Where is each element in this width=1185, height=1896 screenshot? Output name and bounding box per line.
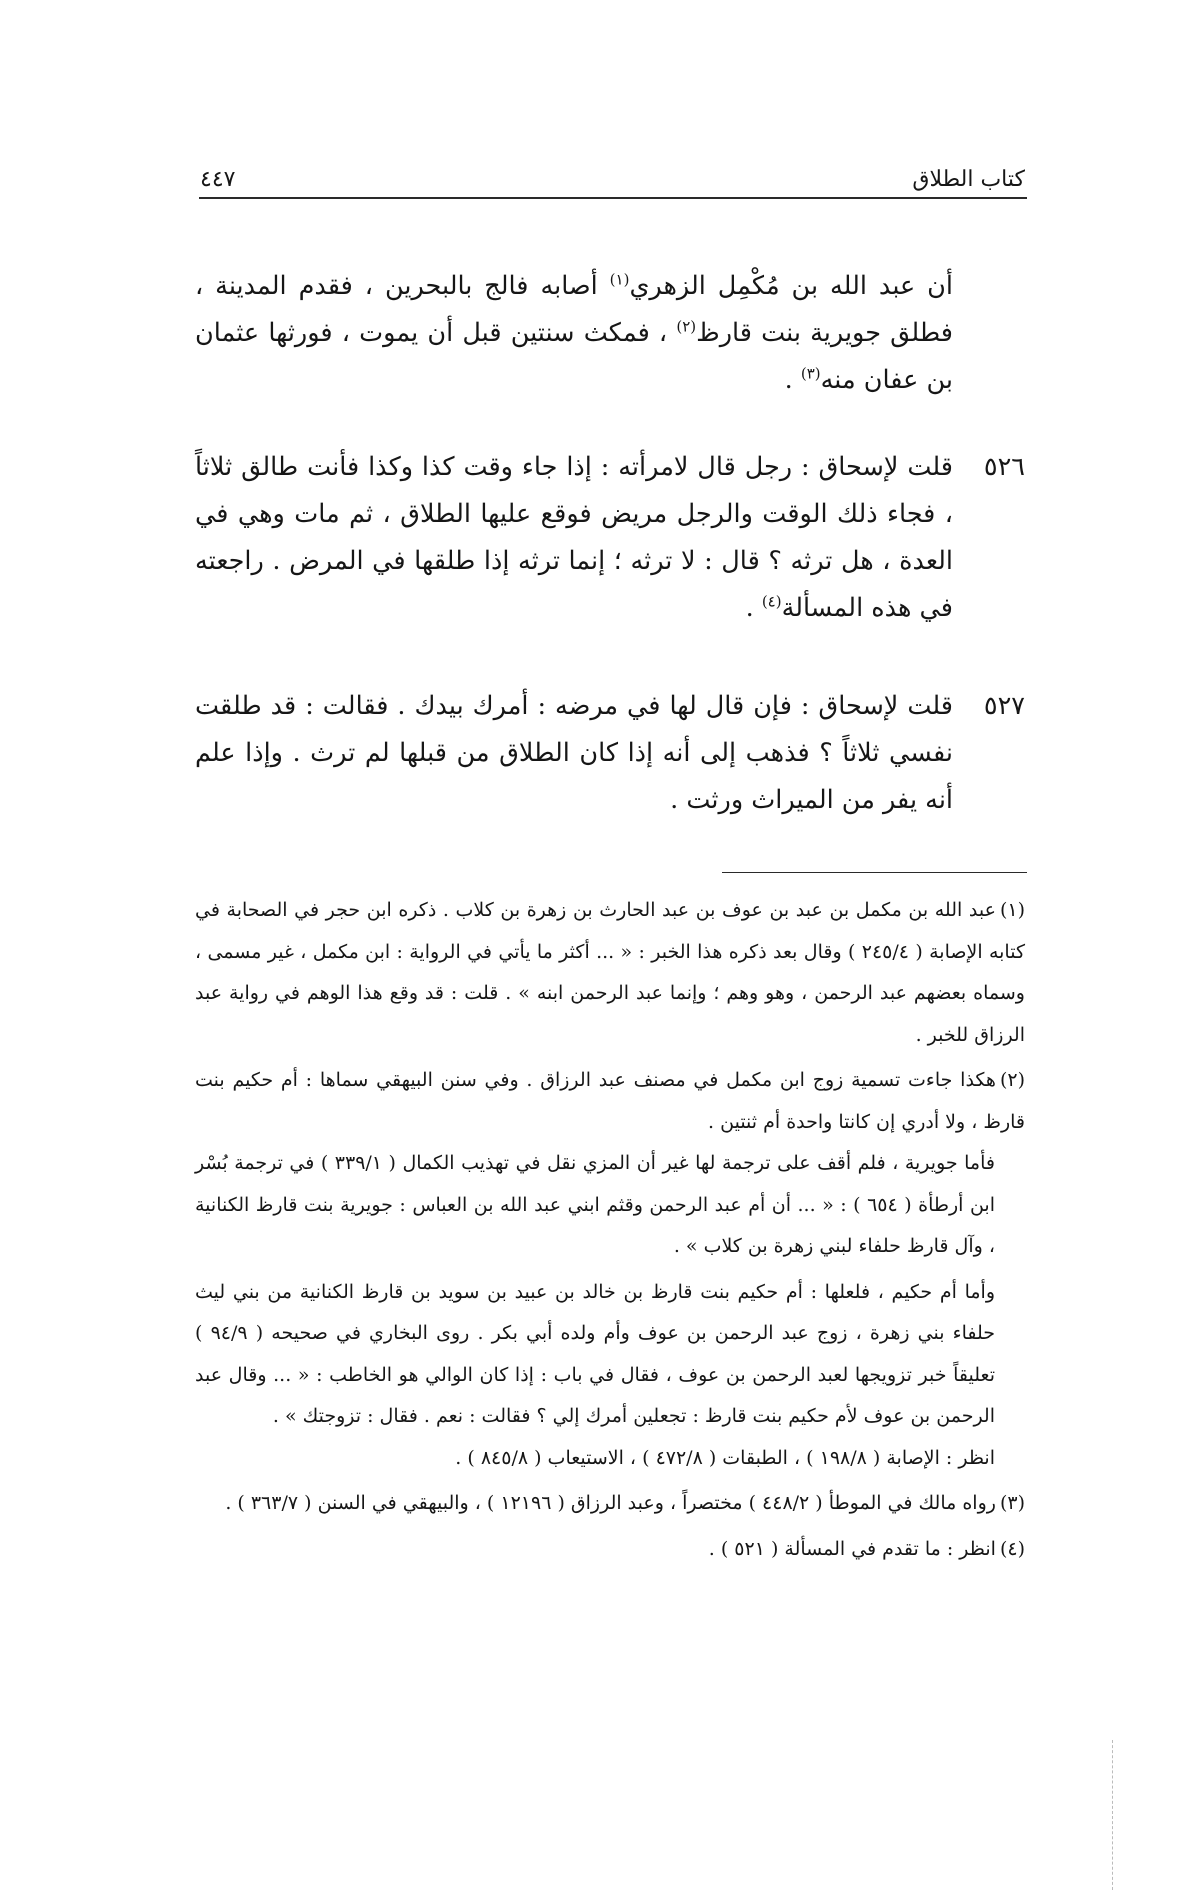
footnote-2-mark: (٢) (999, 1069, 1025, 1091)
issue-527 (195, 683, 1025, 824)
header-rule (199, 197, 1027, 199)
issue-526-text (195, 444, 953, 632)
intro-text-d: . (784, 365, 801, 395)
issue-526-text-a: قلت لإسحاق : رجل قال لامرأته : إذا جاء وقت كذا وكذا فأنت طالق ثلاثاً ، فجاء ذلك الوقت والرجل مريض فوقع عليها الطلاق ، ثم مات وهي في العدة ، هل ترثه ؟ قال : لا ترثه ؛ إنما ترثه إذا طلقها في المرض . راجعته في هذه المسألة (195, 452, 953, 623)
issue-526 (195, 444, 1025, 632)
footnote-4 (195, 1529, 1025, 1571)
footnote-1-text: عبد الله بن مكمل بن عبد بن عوف بن عبد الحارث بن زهرة بن كلاب . ذكره ابن حجر في الصحابة في كتابه الإصابة ( ٢٤٥/٤ ) وقال بعد ذكره هذا الخبر : « ... أكثر ما يأتي في الرواية : ابن مكمل ، غير مسمى ، وسماه بعضهم عبد الرحمن ، وهو وهم ؛ وإنما عبد الرحمن ابنه » . قلت : قد وقع هذا الوهم في رواية عبد الرزاق للخبر . (195, 899, 1025, 1046)
scan-gutter-line (1112, 1740, 1113, 1890)
footnote-ref-3: (٣) (800, 364, 821, 383)
footnote-4-mark: (٤) (999, 1537, 1025, 1560)
footnote-ref-1: (١) (609, 270, 630, 289)
intro-text-c: ، فمكث سنتين قبل أن يموت ، فورثها عثمان بن عفان منه (195, 318, 953, 395)
intro-text-b: أصابه فالج بالبحرين ، فقدم المدينة ، فطلق جويرية بنت قارظ (195, 271, 953, 348)
footnote-ref-2: (٢) (676, 317, 697, 336)
footnote-3 (195, 1483, 1025, 1525)
issue-number-526: ٥٢٦ (983, 452, 1025, 482)
footnote-3-mark: (٣) (999, 1492, 1025, 1514)
footnote-2 (195, 1060, 1025, 1143)
issue-number-527: ٥٢٧ (983, 691, 1025, 721)
issue-526-text-b: . (745, 593, 762, 623)
footnote-ref-4: (٤) (761, 592, 782, 611)
page-number: ٤٤٧ (200, 167, 236, 192)
intro-text-a: أن عبد الله بن مُكْمِل الزهري (629, 271, 953, 301)
footnotes (195, 890, 1025, 1570)
footnote-2-part-2: فأما جويرية ، فلم أقف على ترجمة لها غير أن المزي نقل في تهذيب الكمال ( ٣٣٩/١ ) في ترجمة بُسْر ابن أرطأة ( ٦٥٤ ) : « ... أن أم عبد الرحمن وقثم ابني عبد الله بن العباس : جويرية بنت قارظ الكنانية ، وآل قارظ حلفاء لبني زهرة بن كلاب » . (195, 1152, 995, 1257)
footnote-3-text: رواه مالك في الموطأ ( ٤٤٨/٢ ) مختصراً ، وعبد الرزاق ( ١٢١٩٦ ) ، والبيهقي في السنن ( ٣٦٣/٧ ) . (225, 1492, 996, 1514)
footnote-2-part-3: وأما أم حكيم ، فلعلها : أم حكيم بنت قارظ بن خالد بن عبيد بن سويد بن قارظ الكنانية من بني ليث حلفاء بني زهرة ، زوج عبد الرحمن بن عوف وأم ولده أبي بكر . روى البخاري في صحيحه ( ٩٤/٩ ) تعليقاً خبر تزويجها لعبد الرحمن بن عوف ، فقال في باب : إذا كان الوالي هو الخاطب : « ... وقال عبد الرحمن بن عوف لأم حكيم بنت قارظ : تجعلين أمرك إلي ؟ فقالت : نعم . فقال : تزوجتك » . (195, 1280, 996, 1427)
footnote-separator (722, 872, 1027, 873)
intro-paragraph (195, 263, 953, 404)
running-header-title: كتاب الطلاق (912, 167, 1025, 192)
footnote-1-mark: (١) (999, 899, 1025, 921)
footnote-2-references: انظر : الإصابة ( ١٩٨/٨ ) ، الطبقات ( ٤٧٢/٨ ) ، الاستيعاب ( ٨٤٥/٨ ) . (455, 1446, 995, 1469)
footnote-4-text: انظر : ما تقدم في المسألة ( ٥٢١ ) . (708, 1537, 996, 1560)
footnote-1 (195, 890, 1025, 1056)
issue-527-text: قلت لإسحاق : فإن قال لها في مرضه : أمرك بيدك . فقالت : قد طلقت نفسي ثلاثاً ؟ فذهب إلى أنه إذا كان الطلاق من قبلها لم ترث . وإذا علم أنه يفر من الميراث ورثت . (195, 691, 953, 815)
footnote-2-text: هكذا جاءت تسمية زوج ابن مكمل في مصنف عبد الرزاق . وفي سنن البيهقي سماها : أم حكيم بنت قارظ ، ولا أدري إن كانتا واحدة أم ثنتين . (195, 1069, 1025, 1133)
